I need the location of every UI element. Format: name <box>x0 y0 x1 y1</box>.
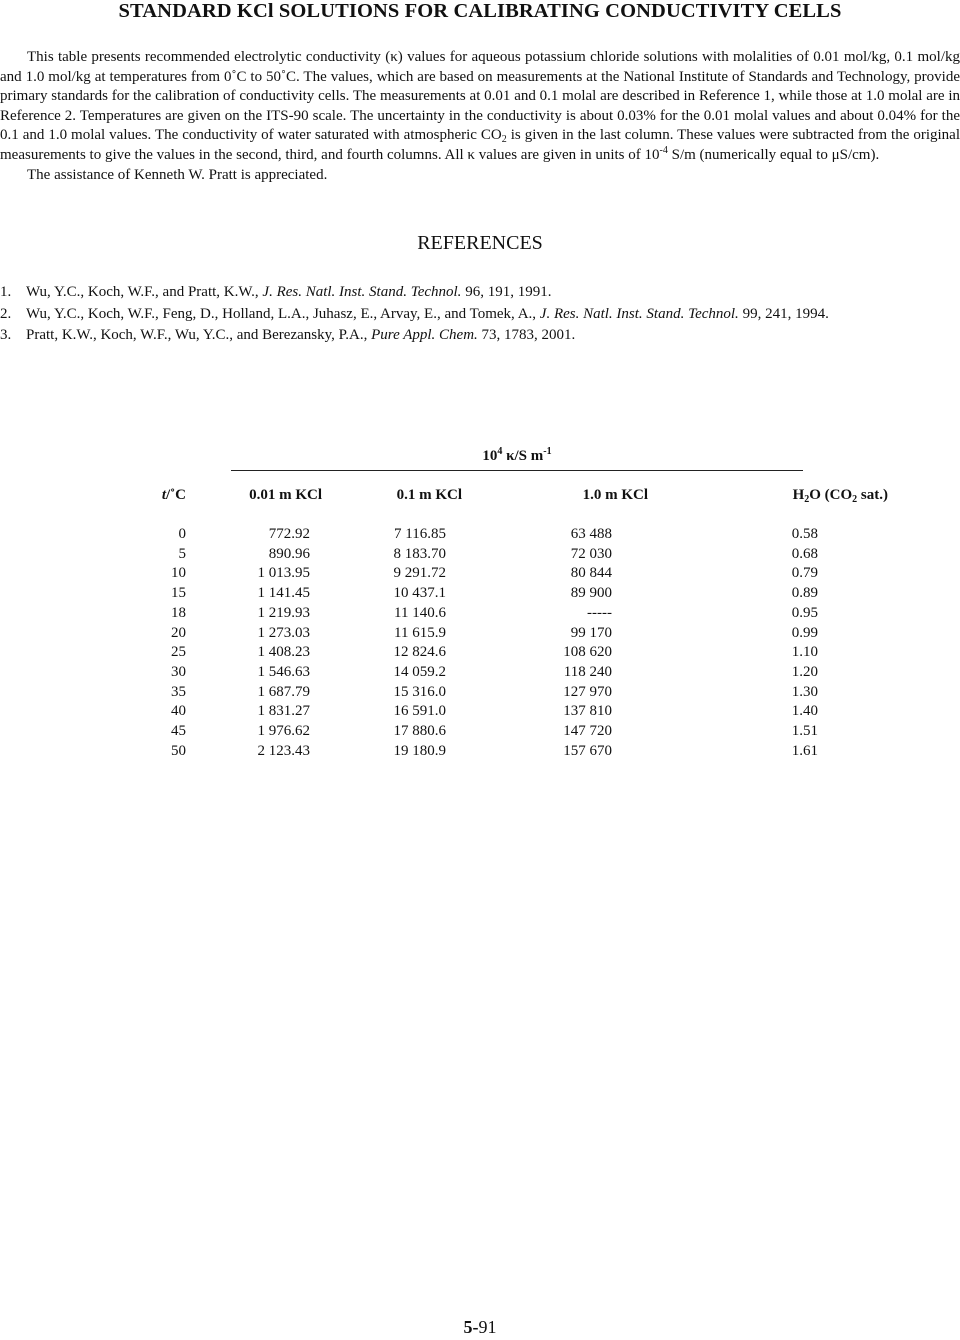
table-cell: 50 <box>171 742 186 759</box>
table-cell: 1 273.03 <box>257 624 310 641</box>
table-cell: 10 437.1 <box>393 585 446 602</box>
table-cell: 16 591.0 <box>393 703 446 720</box>
acknowledgment: The assistance of Kenneth W. Pratt is appreciated. <box>27 166 328 183</box>
table-cell: 1 013.95 <box>257 565 310 582</box>
table-cell: 1.61 <box>791 742 818 759</box>
column-header-temperature <box>0 486 186 525</box>
table-cell: 1 831.27 <box>257 703 310 720</box>
table-cell: 1.20 <box>791 663 818 680</box>
table-cell: 1.10 <box>791 644 818 661</box>
table-cell: 35 <box>171 683 186 700</box>
table-row <box>0 722 888 742</box>
table-row <box>0 643 888 663</box>
water-sat: sat.) <box>857 487 888 504</box>
table-cell: 11 615.9 <box>394 624 446 641</box>
table-cell: 40 <box>171 703 186 720</box>
table-cell: 0.95 <box>791 604 818 621</box>
column-header-0-1m: 0.1 m KCl <box>396 487 462 504</box>
reference-details: 73, 1783, 2001. <box>477 327 576 343</box>
table-cell: 0.68 <box>791 545 818 562</box>
table-cell: 1.30 <box>791 683 818 700</box>
reference-number: 3. <box>0 327 12 343</box>
intro-text-1: This table presents recommended electrolytic conductivity (κ) values for aqueous potassium chloride solutions with molalities of 0.01 mol/kg, 0.1 mol/kg and 1.0 mol/kg at temperatures from 0˚C to 50˚C. The values, which are based on measurements at the National Institute of Standards and Technology, provide primary standards for the calibration of conductivity cells. The measurements at 0.01 and 0.1 molal are described in Reference 1, while those at 1.0 molal are in Reference 2. Temperatures are given on the ITS-90 scale. The uncertainty in the conductivity is about 0.03% for the 0.01 molal values and about 0.04% for the 0.1 and 1.0 molal values. The conductivity of water saturated with atmospheric CO <box>0 49 960 144</box>
table-cell: 118 240 <box>563 663 612 680</box>
reference-journal: J. Res. Natl. Inst. Stand. Technol. <box>262 284 462 300</box>
table-cell: 8 183.70 <box>393 545 446 562</box>
table-cell: 1 141.45 <box>257 585 310 602</box>
reference-authors: Pratt, K.W., Koch, W.F., Wu, Y.C., and Berezansky, P.A., <box>26 327 372 343</box>
table-cell: 10 <box>171 565 186 582</box>
reference-details: 99, 241, 1994. <box>738 305 829 322</box>
table-cell: 63 488 <box>570 526 612 542</box>
table-unit-heading <box>231 448 803 465</box>
table-cell: 0.89 <box>791 585 818 602</box>
table-cell: 1 976.62 <box>257 723 310 740</box>
table-cell: 7 116.85 <box>394 526 446 542</box>
table-cell: 147 720 <box>563 723 612 740</box>
table-cell: 108 620 <box>563 644 612 661</box>
reference-journal: Pure Appl. Chem. <box>371 327 478 343</box>
table-cell: 157 670 <box>563 742 612 759</box>
table-cell: 0.79 <box>791 565 818 582</box>
table-cell: 18 <box>171 604 186 621</box>
reference-authors: Wu, Y.C., Koch, W.F., Feng, D., Holland, L.A., Juhasz, E., Arvay, E., and Tomek, A., <box>26 305 540 322</box>
reference-item <box>0 304 960 326</box>
table-row <box>0 742 888 762</box>
reference-journal: J. Res. Natl. Inst. Stand. Technol. <box>539 305 739 322</box>
references-heading: REFERENCES <box>417 232 543 254</box>
intro-text-2: is given in the last column. These values were subtracted from the original measurements to give the values in the second, third, and fourth columns. All κ values are given in units of 10 <box>0 127 960 163</box>
table-row <box>0 663 888 683</box>
table-cell: 89 900 <box>570 585 612 602</box>
table-cell: 137 810 <box>563 703 612 720</box>
table-cell: ----- <box>587 604 612 621</box>
table-heading-rule <box>231 470 803 471</box>
reference-number: 1. <box>0 284 12 300</box>
reference-item <box>0 282 960 304</box>
intro-text-3: S/m (numerically equal to μS/cm). <box>667 146 880 163</box>
page-number <box>0 1317 960 1338</box>
table-cell: 99 170 <box>570 624 612 641</box>
temperature-unit: /˚C <box>166 487 186 504</box>
table-cell: 5 <box>178 545 186 562</box>
table-row <box>0 702 888 722</box>
table-cell: 0.58 <box>791 526 818 542</box>
table-cell: 9 291.72 <box>393 565 446 582</box>
intro-exponent: -4 <box>659 144 668 156</box>
table-row <box>0 584 888 604</box>
water-h-subscript: 2 <box>804 494 810 506</box>
table-cell: 1 687.79 <box>257 683 310 700</box>
table-cell: 45 <box>171 723 186 740</box>
table-cell: 0.99 <box>791 624 818 641</box>
water-h: H <box>792 487 805 504</box>
table-cell: 15 316.0 <box>393 683 446 700</box>
reference-details: 96, 191, 1991. <box>461 284 552 300</box>
table-cell: 1.40 <box>791 703 818 720</box>
table-cell: 15 <box>171 585 186 602</box>
table-header-row <box>0 486 888 525</box>
table-cell: 20 <box>171 624 186 641</box>
table-cell: 772.92 <box>268 526 310 542</box>
table-cell: 12 824.6 <box>393 644 446 661</box>
intro-paragraph <box>0 48 960 166</box>
table-cell: 14 059.2 <box>393 663 446 680</box>
table-row <box>0 545 888 565</box>
unit-inverse-exponent: -1 <box>543 446 552 457</box>
water-co: O (CO <box>809 487 853 504</box>
column-header-1-0m: 1.0 m KCl <box>582 487 648 504</box>
table-cell: 72 030 <box>570 545 612 562</box>
table-row <box>0 525 888 545</box>
page-number-value: 91 <box>478 1317 497 1337</box>
page-number-section: 5- <box>463 1317 479 1337</box>
table-cell: 1 546.63 <box>257 663 310 680</box>
intro-co2-subscript: 2 <box>501 134 507 146</box>
unit-base: 10 <box>482 448 498 464</box>
temperature-symbol: t <box>161 487 166 504</box>
column-header-0-01m: 0.01 m KCl <box>249 487 322 504</box>
table-row <box>0 604 888 624</box>
table-row <box>0 683 888 703</box>
reference-number: 2. <box>0 305 12 322</box>
reference-list <box>0 282 960 347</box>
conductivity-table <box>0 486 888 761</box>
table-cell: 25 <box>171 644 186 661</box>
table-row <box>0 564 888 584</box>
table-body <box>0 525 888 761</box>
page-title: STANDARD KCl SOLUTIONS FOR CALIBRATING CONDUCTIVITY CELLS <box>118 0 842 22</box>
column-header-water <box>648 486 888 525</box>
table-cell: 0 <box>178 526 186 542</box>
reference-item <box>0 325 960 347</box>
table-row <box>0 624 888 644</box>
intro-section <box>0 48 960 185</box>
table-cell: 80 844 <box>570 565 612 582</box>
water-co2-subscript: 2 <box>852 494 858 506</box>
table-cell: 1 219.93 <box>257 604 310 621</box>
table-cell: 2 123.43 <box>257 742 310 759</box>
table-cell: 11 140.6 <box>394 604 446 621</box>
table-cell: 127 970 <box>563 683 612 700</box>
table-cell: 17 880.6 <box>393 723 446 740</box>
reference-authors: Wu, Y.C., Koch, W.F., and Pratt, K.W., <box>26 284 263 300</box>
unit-symbol: κ/S m <box>502 448 544 464</box>
table-cell: 19 180.9 <box>393 742 446 759</box>
unit-exponent: 4 <box>497 446 503 457</box>
table-cell: 1 408.23 <box>257 644 310 661</box>
table-cell: 1.51 <box>791 723 818 740</box>
table-cell: 30 <box>171 663 186 680</box>
table-cell: 890.96 <box>268 545 310 562</box>
